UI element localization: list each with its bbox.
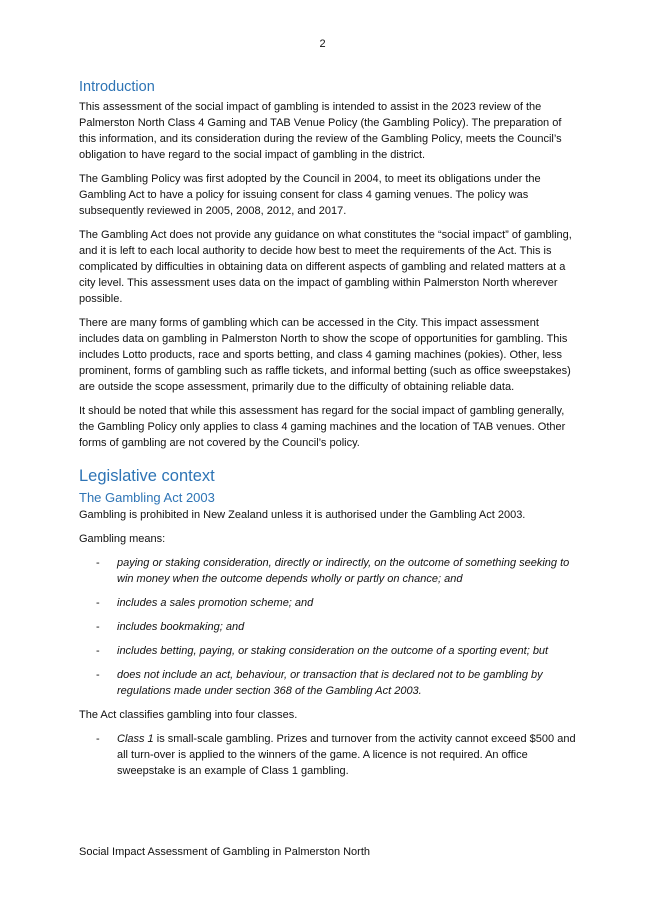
list-item xyxy=(79,667,579,699)
class-name: Class 1 xyxy=(117,733,154,745)
list-item xyxy=(79,555,579,587)
list-item xyxy=(79,643,579,659)
class-description: is small-scale gambling. Prizes and turnover from the activity cannot exceed $500 and all turn-over is applied to the winners of the game. A licence is not required. An office sweepstake is an example of Class 1 gambling. xyxy=(117,733,576,777)
dash-bullet: - xyxy=(96,557,100,569)
document-body xyxy=(79,78,579,787)
intro-paragraph-2: The Gambling Policy was first adopted by the Council in 2004, to meet its obligations under the Gambling Act to have a policy for issuing consent for class 4 gaming venues. The policy was subsequently reviewed in 2005, 2008, 2012, and 2017. xyxy=(79,173,541,217)
intro-paragraph-1: This assessment of the social impact of gambling is intended to assist in the 2023 review of the Palmerston North Class 4 Gaming and TAB Venue Policy (the Gambling Policy). The preparation of this information, and its consideration during the review of the Gambling Policy, meets the Council’s obligation to have regard to the social impact of gambling in the district. xyxy=(79,101,562,161)
list-item xyxy=(79,731,579,779)
page-footer: Social Impact Assessment of Gambling in Palmerston North xyxy=(79,846,371,858)
definition-text: does not include an act, behaviour, or transaction that is declared not to be gambling by regulations made under section 368 of the Gambling Act 2003. xyxy=(117,669,543,697)
definition-text: includes betting, paying, or staking consideration on the outcome of a sporting event; but xyxy=(117,645,549,657)
dash-bullet: - xyxy=(96,645,100,657)
gambling-definition-list xyxy=(79,555,579,699)
legislative-context-heading: Legislative context xyxy=(79,467,215,485)
introduction-heading: Introduction xyxy=(79,79,155,95)
page-number: 2 xyxy=(319,38,326,50)
definition-text: includes bookmaking; and xyxy=(117,621,245,633)
dash-bullet: - xyxy=(96,597,100,609)
intro-paragraph-5: It should be noted that while this assessment has regard for the social impact of gambling generally, the Gambling Policy only applies to class 4 gaming machines and the location of TAB venues. Other forms of gambling are not covered by the Council’s policy. xyxy=(79,405,566,449)
gambling-class-list xyxy=(79,731,579,779)
definition-text: includes a sales promotion scheme; and xyxy=(117,597,314,609)
intro-paragraph-3: The Gambling Act does not provide any guidance on what constitutes the “social impact” of gambling, and it is left to each local authority to decide how best to meet the requirements of the Act. This is complicated by difficulties in obtaining data on different aspects of gambling and related matters at a city level. This assessment uses data on the impact of gambling within Palmerston North wherever possible. xyxy=(79,229,572,305)
intro-paragraph-4: There are many forms of gambling which can be accessed in the City. This impact assessment includes data on gambling in Palmerston North to show the scope of opportunities for gambling. This includes Lotto products, race and sports betting, and class 4 gaming machines (pokies). Other, less prominent, forms of gambling such as raffle tickets, and informal betting (such as office sweepstakes) are outside the scope assessment, primarily due to the difficulty of obtaining reliable data. xyxy=(79,317,571,393)
legislative-paragraph-2: Gambling means: xyxy=(79,533,166,545)
dash-bullet: - xyxy=(96,733,100,745)
gambling-act-subheading: The Gambling Act 2003 xyxy=(79,490,215,505)
definition-text: paying or staking consideration, directly or indirectly, on the outcome of something seeking to win money when the outcome depends wholly or partly on chance; and xyxy=(117,557,570,585)
legislative-paragraph-3: The Act classifies gambling into four classes. xyxy=(79,709,298,721)
list-item xyxy=(79,619,579,635)
dash-bullet: - xyxy=(96,669,100,681)
legislative-paragraph-1: Gambling is prohibited in New Zealand unless it is authorised under the Gambling Act 2003. xyxy=(79,509,526,521)
dash-bullet: - xyxy=(96,621,100,633)
list-item xyxy=(79,595,579,611)
